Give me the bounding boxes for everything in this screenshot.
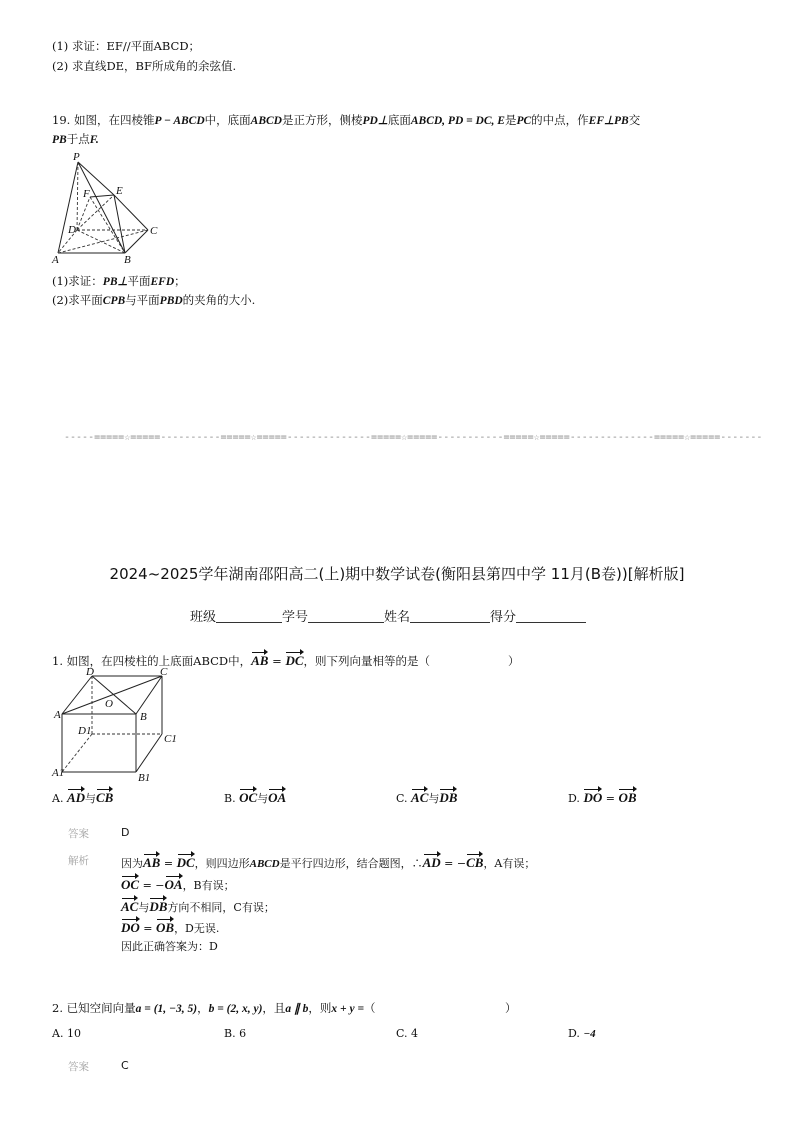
q19-sub-text: 与平面 xyxy=(125,293,160,307)
fig-label-c1: C1 xyxy=(164,733,177,745)
q2-option-b[interactable] xyxy=(224,1027,246,1040)
fig-label-c: C xyxy=(150,225,158,237)
analysis-text: 因为 xyxy=(121,857,143,870)
option-letter: A. xyxy=(52,792,64,805)
question-1-number: 1. xyxy=(52,654,63,668)
q2-close-paren: ） xyxy=(505,1001,517,1015)
q19-math: EF⊥PB xyxy=(588,115,629,127)
student-info-fields xyxy=(190,606,586,625)
question-2-number: 2. xyxy=(52,1001,63,1015)
q2-answer-value: C xyxy=(121,1059,129,1072)
q1-option-d[interactable] xyxy=(568,790,637,806)
q1-vector: AB xyxy=(251,653,269,668)
q1-answer-value: D xyxy=(121,826,130,839)
analysis-text: 与 xyxy=(138,901,150,914)
q2-answer-label: 答案 xyxy=(68,1061,89,1073)
option-letter: B. xyxy=(224,1027,236,1040)
q1-analysis-conclusion: 因此正确答案为：D xyxy=(121,940,218,953)
field-blank-number[interactable] xyxy=(308,609,384,623)
q1-analysis-line-2 xyxy=(121,877,235,894)
option-vector: OC xyxy=(239,790,258,805)
q19-text: 于点 xyxy=(66,132,90,146)
analysis-vector: OC xyxy=(121,877,140,892)
q2-math: a ∥ b xyxy=(285,1003,309,1015)
q1-option-b[interactable] xyxy=(224,790,286,806)
option-letter: C. xyxy=(396,792,408,805)
fig-label-f: F xyxy=(83,188,90,200)
fig-label-d: D xyxy=(68,224,76,236)
analysis-vector: OB xyxy=(156,920,175,935)
q2-math: x + y = xyxy=(331,1003,364,1015)
fig-label-b: B xyxy=(140,711,147,723)
option-vector: DB xyxy=(439,790,458,805)
question-19-line-2 xyxy=(52,131,99,148)
analysis-vector: AB xyxy=(143,855,161,870)
q2-option-a[interactable] xyxy=(52,1027,81,1040)
q19-text: 是正方形，侧棱 xyxy=(282,113,363,127)
option-letter: D. xyxy=(568,1027,580,1040)
q19-text: 中，底面 xyxy=(204,113,251,127)
analysis-vector: AC xyxy=(121,899,139,914)
option-vector: CB xyxy=(96,790,114,805)
analysis-text: 方向不相同，C有误； xyxy=(167,901,275,914)
option-letter: C. xyxy=(396,1027,408,1040)
fig-label-b: B xyxy=(124,254,131,265)
q19-math: PB xyxy=(52,134,67,146)
option-value: 10 xyxy=(66,1027,81,1040)
option-letter: D. xyxy=(568,792,580,805)
field-blank-class[interactable] xyxy=(216,609,282,623)
q19-text: 的中点，作 xyxy=(531,113,589,127)
q1-analysis-line-4 xyxy=(121,920,219,937)
q1-operator: = xyxy=(272,654,282,668)
q2-text: （ xyxy=(364,1001,376,1015)
analysis-operator: = − xyxy=(142,879,165,892)
field-label-class: 班级 xyxy=(190,610,217,625)
fig-label-o: O xyxy=(105,698,113,710)
analysis-vector: CB xyxy=(466,855,484,870)
analysis-vector: DC xyxy=(176,855,195,870)
q1-text: 如图，在四棱柱的上底面ABCD中， xyxy=(66,654,252,668)
option-value: 4 xyxy=(411,1027,419,1040)
fig-label-a: A xyxy=(52,254,59,265)
q19-math: ABCD, PD = DC, E xyxy=(410,115,505,127)
q19-sub-text: 的夹角的大小. xyxy=(182,293,256,307)
q1-analysis-line-3 xyxy=(121,899,275,916)
option-join: = xyxy=(605,792,615,805)
fig-label-a1: A1 xyxy=(52,767,65,779)
option-join: 与 xyxy=(85,792,97,805)
q1-analysis-line-1 xyxy=(121,855,535,872)
question-2-stem xyxy=(52,1000,376,1017)
q1-vector: DC xyxy=(285,653,304,668)
q1-text: ，则下列向量相等的是（ xyxy=(303,654,430,668)
q1-answer-label: 答案 xyxy=(68,828,89,840)
q2-text: ， xyxy=(197,1001,209,1015)
fig-label-d: D xyxy=(86,666,94,678)
analysis-text: 是平行四边形，结合题图，∴ xyxy=(279,857,423,870)
analysis-vector: DB xyxy=(149,899,168,914)
q19-sub-math: CPB xyxy=(102,295,126,307)
option-value: −4 xyxy=(583,1028,596,1040)
q19-math: ABCD xyxy=(250,115,282,127)
question-19-line-1 xyxy=(52,112,640,129)
q19-text: 如图，在四棱锥 xyxy=(73,113,155,127)
analysis-text: ，B有误； xyxy=(182,879,235,892)
field-blank-score[interactable] xyxy=(516,609,586,623)
q19-math: PD⊥ xyxy=(362,115,388,127)
q19-sub-math: PB⊥ xyxy=(102,276,128,288)
field-blank-name[interactable] xyxy=(410,609,490,623)
field-label-number: 学号 xyxy=(282,610,309,625)
pyramid-figure xyxy=(50,150,170,265)
question-19-number: 19. xyxy=(52,113,71,127)
analysis-math: ABCD xyxy=(249,858,280,870)
q19-text: 交 xyxy=(628,113,641,127)
fig-label-b1: B1 xyxy=(138,772,151,782)
fig-label-c: C xyxy=(160,666,168,678)
analysis-text: ，A有误； xyxy=(483,857,536,870)
page-divider: -----=====☆=====----------=====☆=====--------------=====☆=====-----------=====☆=====--------------=====☆=====------- xyxy=(64,432,763,443)
option-letter: B. xyxy=(224,792,236,805)
q2-math: a = (1, −3, 5) xyxy=(135,1003,198,1015)
exam-title: 2024~2025学年湖南邵阳高二(上)期中数学试卷(衡阳县第四中学 11月(B卷))[解析版] xyxy=(109,565,685,583)
option-vector: AD xyxy=(66,790,86,805)
analysis-vector: AD xyxy=(422,855,441,870)
option-vector: DO xyxy=(583,790,603,805)
prev-question-line-1: (1) 求证：EF//平面ABCD； xyxy=(52,39,201,53)
fig-label-e: E xyxy=(116,185,123,197)
q1-close-paren: ） xyxy=(508,654,520,668)
analysis-operator: = xyxy=(163,857,174,870)
analysis-vector: DO xyxy=(121,920,140,935)
analysis-vector: OA xyxy=(164,877,183,892)
q19-sub-2 xyxy=(52,292,255,309)
fig-label-d1: D1 xyxy=(78,725,92,737)
q2-option-c[interactable] xyxy=(396,1027,418,1040)
q1-option-c[interactable] xyxy=(396,790,457,806)
fig-label-a: A xyxy=(54,709,61,721)
option-vector: OB xyxy=(618,790,637,805)
analysis-operator: = xyxy=(143,922,153,935)
q19-text: 是 xyxy=(504,113,517,127)
q19-sub-text: (1)求证： xyxy=(52,274,103,288)
analysis-operator: = − xyxy=(444,857,467,870)
q19-sub-1 xyxy=(52,273,186,290)
q19-text: 底面 xyxy=(387,113,411,127)
q19-sub-text: 平面 xyxy=(127,274,151,288)
prev-question-line-2: (2) 求直线DE，BF所成角的余弦值. xyxy=(52,59,237,73)
q1-option-a[interactable] xyxy=(52,790,113,806)
q19-sub-text: (2)求平面 xyxy=(52,293,103,307)
q19-sub-text: ； xyxy=(174,274,186,288)
option-join: 与 xyxy=(428,792,440,805)
option-letter: A. xyxy=(52,1027,64,1040)
option-join: 与 xyxy=(257,792,269,805)
q2-text: 已知空间向量 xyxy=(66,1001,136,1015)
q19-sub-math: EFD xyxy=(150,276,175,288)
fig-label-p: P xyxy=(73,151,80,163)
q2-math: b = (2, x, y) xyxy=(208,1003,263,1015)
q19-sub-math: PBD xyxy=(159,295,183,307)
analysis-text: ，则四边形 xyxy=(194,857,250,870)
q2-option-d[interactable] xyxy=(568,1027,596,1040)
option-vector: AC xyxy=(411,790,429,805)
q1-analysis-label: 解析 xyxy=(68,855,89,867)
q2-text: ，且 xyxy=(262,1001,286,1015)
field-label-score: 得分 xyxy=(490,610,517,625)
q2-text: ，则 xyxy=(308,1001,332,1015)
q19-math: PC xyxy=(516,115,532,127)
prism-figure xyxy=(48,664,183,782)
field-label-name: 姓名 xyxy=(384,610,411,625)
q19-math: F. xyxy=(89,134,99,146)
q19-math: P − ABCD xyxy=(154,115,205,127)
option-value: 6 xyxy=(239,1027,247,1040)
option-vector: OA xyxy=(268,790,287,805)
analysis-text: ，D无误. xyxy=(174,922,220,935)
